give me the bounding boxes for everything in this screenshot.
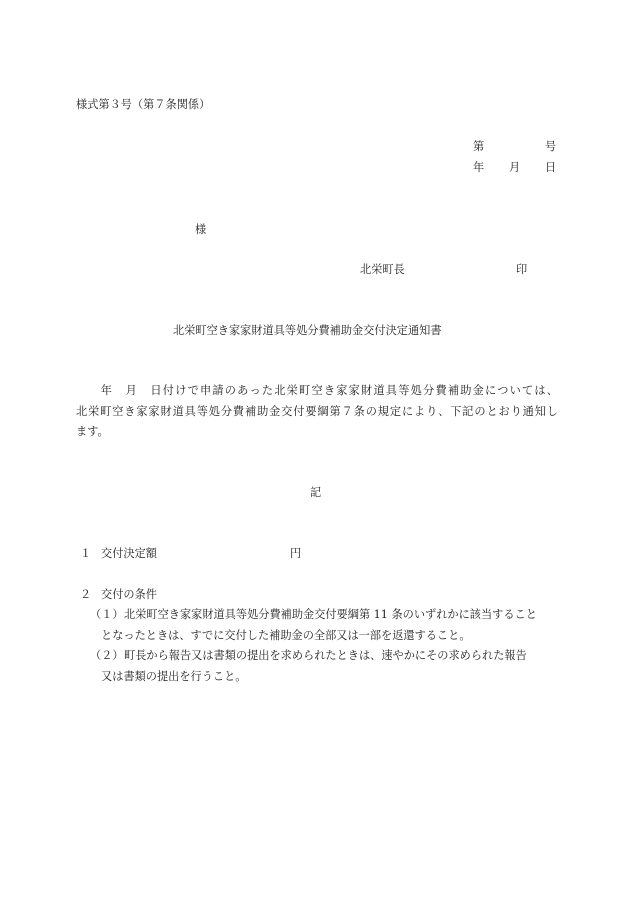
date-day: 日	[545, 161, 557, 174]
body-line: 年 月 日付けで申請のあった北栄町空き家家財道具等処分費補助金については、	[76, 384, 558, 397]
ki-heading: 記	[310, 486, 322, 499]
seal-mark: 印	[516, 263, 528, 276]
item2-label: 交付の条件	[101, 588, 157, 601]
item1-unit: 円	[290, 547, 302, 560]
condition-number: （１）	[90, 608, 124, 621]
reference-go: 号	[545, 140, 557, 153]
date-year: 年	[473, 161, 485, 174]
document-title: 北栄町空き家家財道具等処分費補助金交付決定通知書	[173, 324, 442, 337]
condition-text-line2: 又は書類の提出を行うこと。	[101, 670, 247, 683]
condition-text-line2: となったときは、すでに交付した補助金の全部又は一部を返還すること。	[101, 629, 471, 642]
reference-dai: 第	[473, 140, 485, 153]
item2-number: ２	[80, 588, 92, 601]
issuer-name: 北栄町長	[360, 263, 405, 276]
condition-text-line1: 北栄町空き家家財道具等処分費補助金交付要綱第 11 条のいずれかに該当すること	[124, 608, 537, 621]
item1-label: 交付決定額	[101, 547, 157, 560]
body-line: 北栄町空き家家財道具等処分費補助金交付要綱第７条の規定により、下記のとおり通知し	[76, 404, 558, 418]
form-number: 様式第３号（第７条関係）	[76, 98, 211, 111]
condition-text-line1: 町長から報告又は書類の提出を求められたときは、速やかにその求められた報告	[124, 649, 527, 662]
recipient-honorific: 様	[195, 223, 207, 236]
body-paragraph	[76, 381, 558, 443]
date-month: 月	[509, 161, 521, 174]
body-line: ます。	[76, 425, 109, 438]
condition-number: （２）	[90, 649, 124, 662]
item1-number: １	[80, 547, 92, 560]
